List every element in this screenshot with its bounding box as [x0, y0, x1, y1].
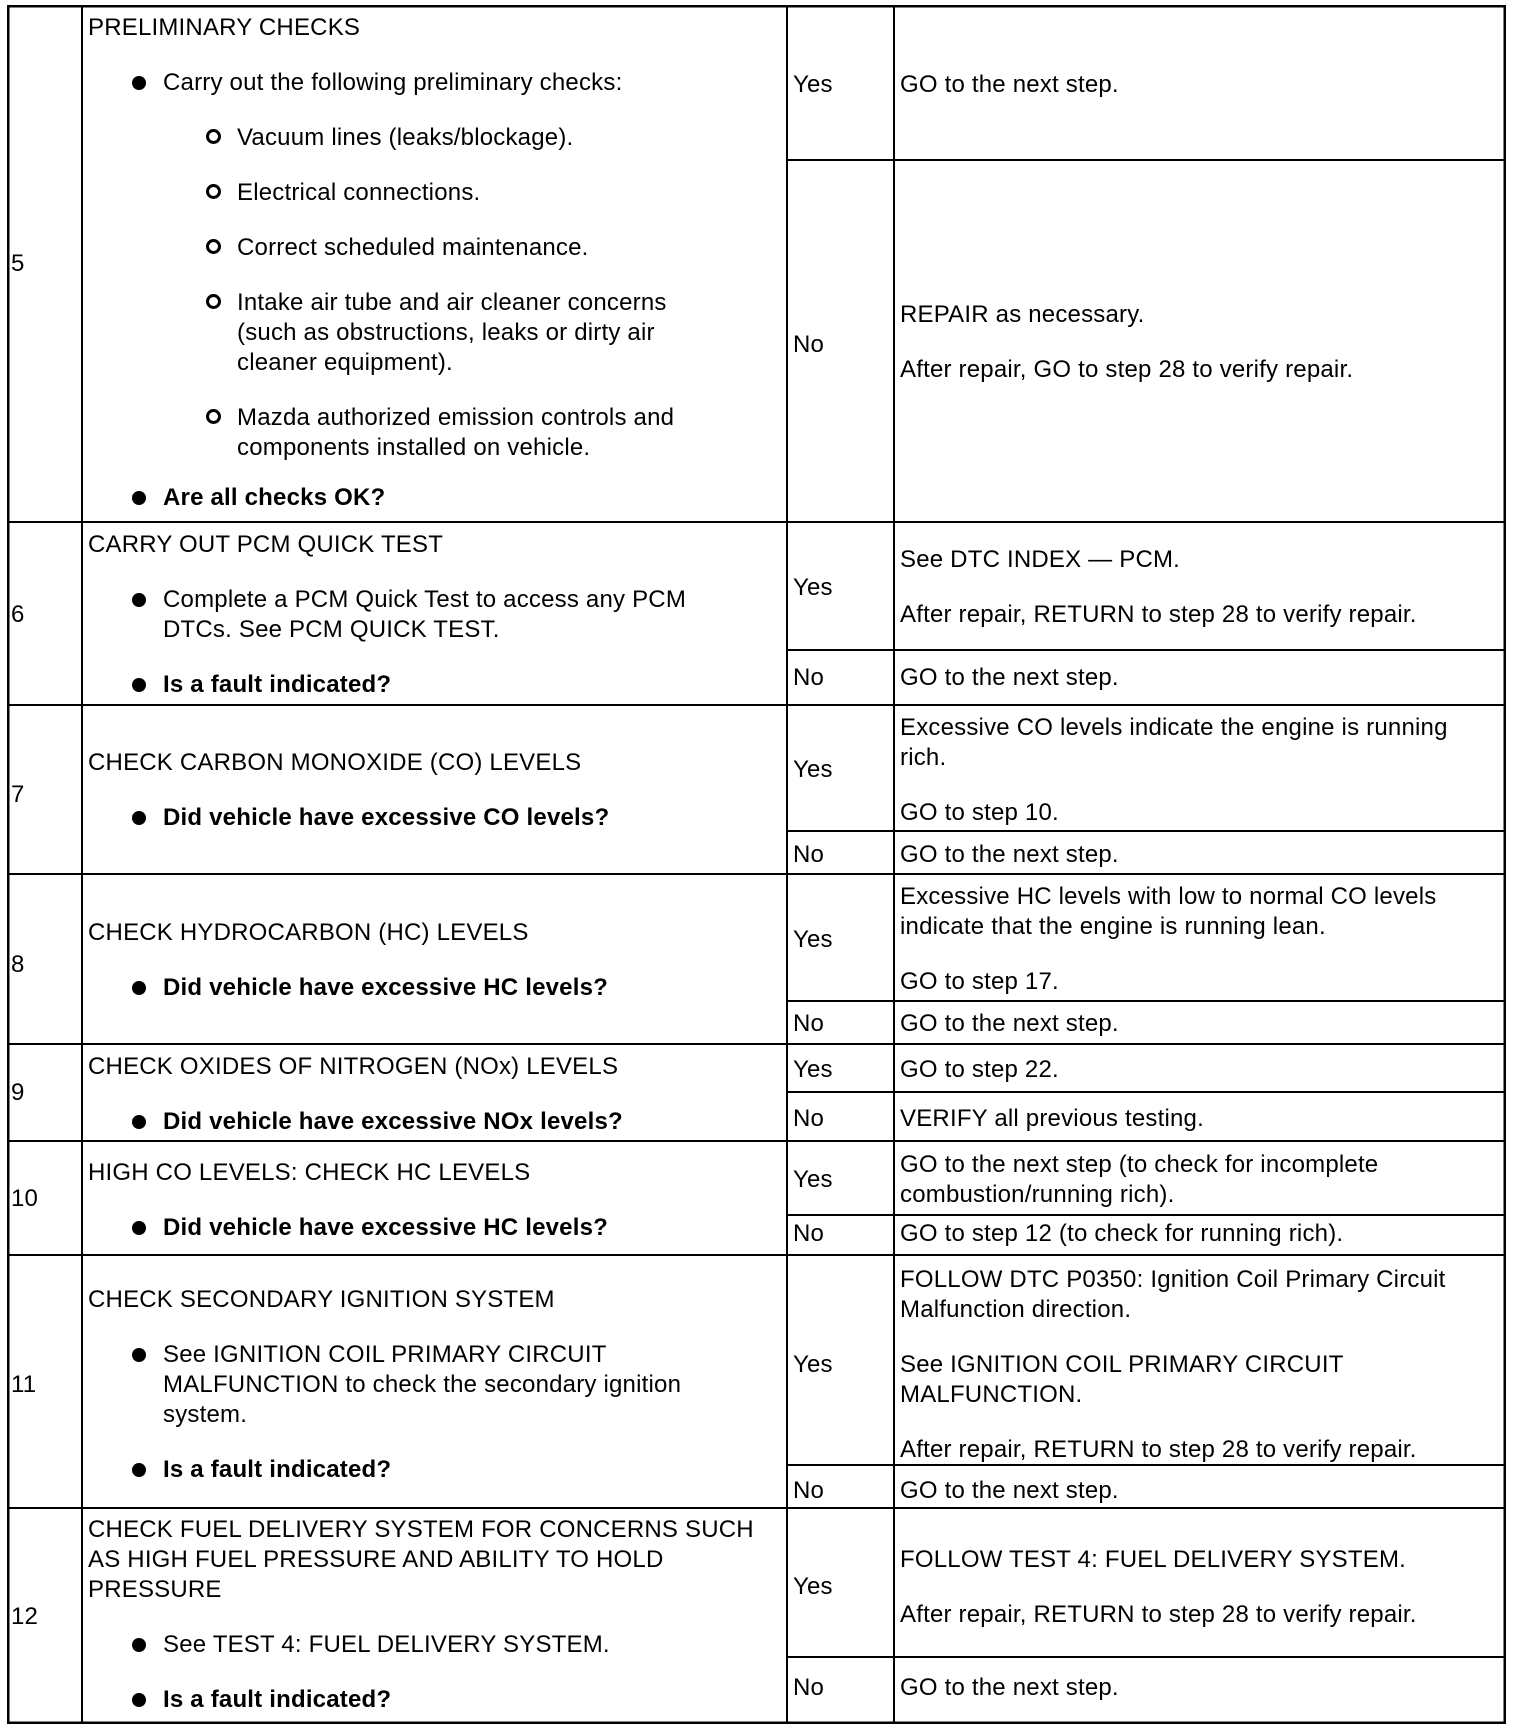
yes-label: Yes: [793, 1166, 833, 1193]
question: Is a fault indicated?: [163, 671, 392, 698]
sub-bullet-icon: [206, 294, 221, 309]
no-label: No: [793, 841, 825, 868]
no-label: No: [793, 331, 825, 358]
yes-action: See DTC INDEX — PCM.: [900, 546, 1181, 573]
sub-bullet-icon: [206, 409, 221, 424]
step-title: PRESSURE: [88, 1576, 222, 1603]
no-action: GO to the next step.: [900, 1477, 1119, 1504]
step-title: PRELIMINARY CHECKS: [88, 14, 361, 41]
bullet-icon: [132, 981, 146, 995]
sub-item: components installed on vehicle.: [237, 434, 591, 461]
no-label: No: [793, 1010, 825, 1037]
sub-item: Correct scheduled maintenance.: [237, 234, 589, 261]
bullet-icon: [132, 76, 146, 90]
step-title: CARRY OUT PCM QUICK TEST: [88, 531, 444, 558]
no-action: REPAIR as necessary.: [900, 301, 1145, 328]
bullet-icon: [132, 1638, 146, 1652]
yes-action: GO to step 17.: [900, 968, 1059, 995]
sub-bullet-icon: [206, 184, 221, 199]
yes-action: combustion/running rich).: [900, 1181, 1175, 1208]
yes-action: After repair, RETURN to step 28 to verify repair.: [900, 1436, 1417, 1463]
yes-label: Yes: [793, 71, 833, 98]
bullet-icon: [132, 1463, 146, 1477]
question: Did vehicle have excessive HC levels?: [163, 1214, 608, 1241]
bullet-icon: [132, 1693, 146, 1707]
no-label: No: [793, 1477, 825, 1504]
no-action: GO to the next step.: [900, 664, 1119, 691]
yes-action: MALFUNCTION.: [900, 1381, 1083, 1408]
no-action: GO to step 12 (to check for running rich).: [900, 1220, 1344, 1247]
yes-action: GO to the next step (to check for incomplete: [900, 1151, 1379, 1178]
step-number: 11: [11, 1371, 37, 1398]
step-title: HIGH CO LEVELS: CHECK HC LEVELS: [88, 1159, 531, 1186]
yes-action: After repair, RETURN to step 28 to verify repair.: [900, 601, 1417, 628]
yes-label: Yes: [793, 1573, 833, 1600]
yes-action: See IGNITION COIL PRIMARY CIRCUIT: [900, 1351, 1344, 1378]
question: Did vehicle have excessive NOx levels?: [163, 1108, 623, 1135]
no-action: GO to the next step.: [900, 1010, 1119, 1037]
sub-item: Electrical connections.: [237, 179, 481, 206]
yes-label: Yes: [793, 1056, 833, 1083]
yes-action: Malfunction direction.: [900, 1296, 1132, 1323]
step-title: CHECK OXIDES OF NITROGEN (NOx) LEVELS: [88, 1053, 619, 1080]
yes-action: GO to step 10.: [900, 799, 1059, 826]
step-title: CHECK FUEL DELIVERY SYSTEM FOR CONCERNS SUCH: [88, 1516, 754, 1543]
step-title: CHECK CARBON MONOXIDE (CO) LEVELS: [88, 749, 582, 776]
no-action: After repair, GO to step 28 to verify repair.: [900, 356, 1354, 383]
sub-item: (such as obstructions, leaks or dirty air: [237, 319, 655, 346]
no-action: GO to the next step.: [900, 841, 1119, 868]
instruction: DTCs. See PCM QUICK TEST.: [163, 616, 500, 643]
step-title: AS HIGH FUEL PRESSURE AND ABILITY TO HOLD: [88, 1546, 664, 1573]
no-label: No: [793, 664, 825, 691]
no-label: No: [793, 1105, 825, 1132]
step-number: 9: [11, 1079, 25, 1106]
step-number: 10: [11, 1185, 39, 1212]
yes-label: Yes: [793, 574, 833, 601]
question: Did vehicle have excessive CO levels?: [163, 804, 610, 831]
yes-action: Excessive HC levels with low to normal CO levels: [900, 883, 1437, 910]
question: Is a fault indicated?: [163, 1686, 392, 1713]
instruction: Carry out the following preliminary checks:: [163, 69, 623, 96]
yes-action: FOLLOW DTC P0350: Ignition Coil Primary Circuit: [900, 1266, 1446, 1293]
yes-action: indicate that the engine is running lean.: [900, 913, 1326, 940]
step-title: CHECK SECONDARY IGNITION SYSTEM: [88, 1286, 555, 1313]
bullet-icon: [132, 1115, 146, 1129]
bullet-icon: [132, 491, 146, 505]
step-number: 5: [11, 250, 25, 277]
yes-action: GO to step 22.: [900, 1056, 1059, 1083]
sub-item: Mazda authorized emission controls and: [237, 404, 675, 431]
question: Are all checks OK?: [163, 484, 386, 511]
yes-label: Yes: [793, 926, 833, 953]
bullet-icon: [132, 678, 146, 692]
yes-action: FOLLOW TEST 4: FUEL DELIVERY SYSTEM.: [900, 1546, 1407, 1573]
instruction: See TEST 4: FUEL DELIVERY SYSTEM.: [163, 1631, 610, 1658]
no-label: No: [793, 1220, 825, 1247]
yes-label: Yes: [793, 1351, 833, 1378]
question: Did vehicle have excessive HC levels?: [163, 974, 608, 1001]
no-action: GO to the next step.: [900, 1674, 1119, 1701]
sub-bullet-icon: [206, 239, 221, 254]
instruction: Complete a PCM Quick Test to access any PCM: [163, 586, 687, 613]
step-number: 12: [11, 1603, 39, 1630]
instruction: system.: [163, 1401, 248, 1428]
bullet-icon: [132, 1221, 146, 1235]
yes-action: After repair, RETURN to step 28 to verify repair.: [900, 1601, 1417, 1628]
sub-item: Intake air tube and air cleaner concerns: [237, 289, 667, 316]
question: Is a fault indicated?: [163, 1456, 392, 1483]
yes-label: Yes: [793, 756, 833, 783]
bullet-icon: [132, 1348, 146, 1362]
sub-item: Vacuum lines (leaks/blockage).: [237, 124, 574, 151]
step-number: 6: [11, 601, 25, 628]
sub-item: cleaner equipment).: [237, 349, 453, 376]
diagnostic-table: [7, 5, 1506, 1724]
bullet-icon: [132, 811, 146, 825]
no-action: VERIFY all previous testing.: [900, 1105, 1204, 1132]
step-number: 7: [11, 781, 25, 808]
instruction: MALFUNCTION to check the secondary ignition: [163, 1371, 682, 1398]
step-number: 8: [11, 951, 25, 978]
yes-action: GO to the next step.: [900, 71, 1119, 98]
sub-bullet-icon: [206, 129, 221, 144]
no-label: No: [793, 1674, 825, 1701]
yes-action: Excessive CO levels indicate the engine is running: [900, 714, 1448, 741]
bullet-icon: [132, 593, 146, 607]
step-title: CHECK HYDROCARBON (HC) LEVELS: [88, 919, 529, 946]
instruction: See IGNITION COIL PRIMARY CIRCUIT: [163, 1341, 607, 1368]
yes-action: rich.: [900, 744, 947, 771]
